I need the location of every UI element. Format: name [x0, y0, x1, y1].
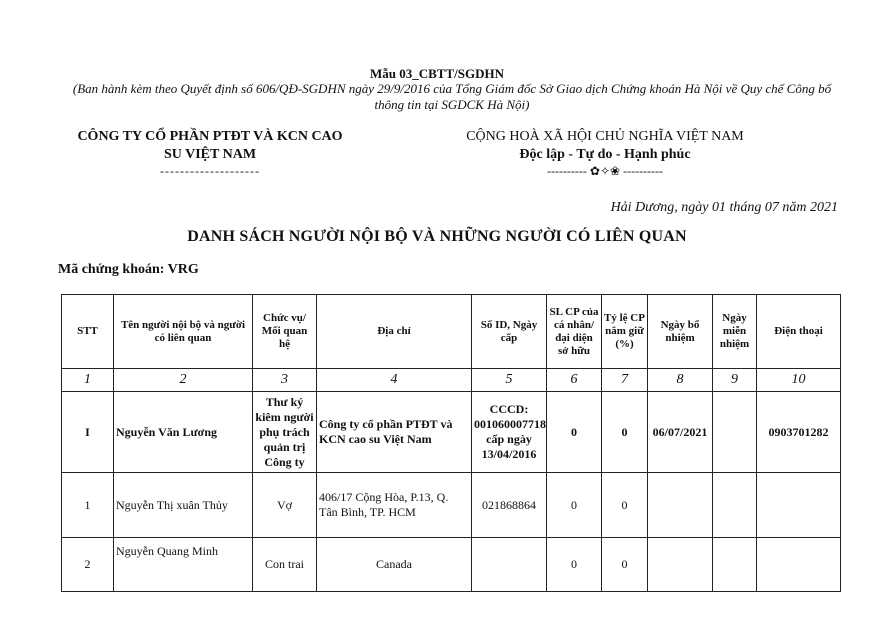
header-cell: STT	[62, 295, 114, 369]
column-number: 5	[472, 369, 547, 392]
company-name-line2: SU VIỆT NAM	[163, 147, 257, 162]
address-cell: 406/17 Cộng Hòa, P.13, Q. Tân Bình, TP. HCM	[317, 473, 472, 538]
column-number: 8	[648, 369, 713, 392]
document-title: DANH SÁCH NGƯỜI NỘI BỘ VÀ NHỮNG NGƯỜI CÓ LIÊN QUAN	[187, 228, 687, 245]
column-number: 7	[602, 369, 648, 392]
company-name-line1: CÔNG TY CỔ PHẦN PTĐT VÀ KCN CAO	[77, 129, 343, 144]
nation-motto: Độc lập - Tự do - Hạnh phúc	[519, 147, 691, 162]
stt-cell: I	[62, 392, 114, 473]
position-cell: Thư ký kiêm người phụ trách quản trị Công ty	[253, 392, 317, 473]
column-number: 6	[547, 369, 602, 392]
column-number: 4	[317, 369, 472, 392]
phone-cell	[757, 473, 841, 538]
stt-cell: 2	[62, 538, 114, 592]
header-cell: Tên người nội bộ và người có liên quan	[114, 295, 253, 369]
header-cell: Ngày miễn nhiệm	[713, 295, 757, 369]
shares-cell: 0	[547, 473, 602, 538]
appointed-cell	[648, 473, 713, 538]
nation-name: CỘNG HOÀ XÃ HỘI CHỦ NGHĨA VIỆT NAM	[466, 129, 744, 144]
name-cell: Nguyễn Quang Minh	[114, 538, 253, 592]
nation-ornament: ---------- ✿✧❀ ----------	[546, 164, 664, 178]
header-cell: SL CP của cá nhân/đại diện sở hữu	[547, 295, 602, 369]
table-row	[62, 392, 841, 473]
column-number: 9	[713, 369, 757, 392]
header-cell: Địa chỉ	[317, 295, 472, 369]
position-cell: Vợ	[253, 473, 317, 538]
header-cell: Ngày bổ nhiệm	[648, 295, 713, 369]
table-row	[62, 473, 841, 538]
appointed-cell: 06/07/2021	[648, 392, 713, 473]
date-line: Hải Dương, ngày 01 tháng 07 năm 2021	[610, 200, 838, 215]
name-cell: Nguyễn Thị xuân Thủy	[114, 473, 253, 538]
issuance-note: (Ban hành kèm theo Quyết định số 606/QĐ-SGDHN ngày 29/9/2016 của Tổng Giám đốc Sở Giao dịch Chứng khoán Hà Nội về Quy chế Công bố thông tin tại SGDCK Hà Nội)	[72, 81, 832, 112]
ratio-cell: 0	[602, 473, 648, 538]
dismissed-cell	[713, 392, 757, 473]
position-cell: Con trai	[253, 538, 317, 592]
column-number: 2	[114, 369, 253, 392]
header-cell: Chức vụ/ Mối quan hệ	[253, 295, 317, 369]
ratio-cell: 0	[602, 538, 648, 592]
address-cell: Công ty cổ phần PTĐT và KCN cao su Việt Nam	[317, 392, 472, 473]
header-cell: Số ID, Ngày cấp	[472, 295, 547, 369]
column-number: 3	[253, 369, 317, 392]
shares-cell: 0	[547, 538, 602, 592]
column-number: 10	[757, 369, 841, 392]
company-divider: --------------------	[160, 164, 260, 178]
dismissed-cell	[713, 473, 757, 538]
table-row	[62, 538, 841, 592]
phone-cell	[757, 538, 841, 592]
table-header-row	[62, 295, 841, 369]
name-cell: Nguyễn Văn Lương	[114, 392, 253, 473]
column-number-row	[62, 369, 841, 392]
phone-cell: 0903701282	[757, 392, 841, 473]
stt-cell: 1	[62, 473, 114, 538]
insider-table	[61, 294, 841, 592]
column-number: 1	[62, 369, 114, 392]
form-code: Mẫu 03_CBTT/SGDHN	[370, 66, 504, 81]
header-cell: Điện thoại	[757, 295, 841, 369]
id-cell	[472, 538, 547, 592]
company-block	[60, 128, 360, 178]
shares-cell: 0	[547, 392, 602, 473]
nation-block	[430, 128, 780, 178]
ticker-label: Mã chứng khoán: VRG	[58, 262, 199, 277]
ratio-cell: 0	[602, 392, 648, 473]
address-cell: Canada	[317, 538, 472, 592]
appointed-cell	[648, 538, 713, 592]
header-cell: Tỷ lệ CP nắm giữ (%)	[602, 295, 648, 369]
id-cell: 021868864	[472, 473, 547, 538]
dismissed-cell	[713, 538, 757, 592]
id-cell: CCCD: 001060007718 cấp ngày 13/04/2016	[472, 392, 547, 473]
